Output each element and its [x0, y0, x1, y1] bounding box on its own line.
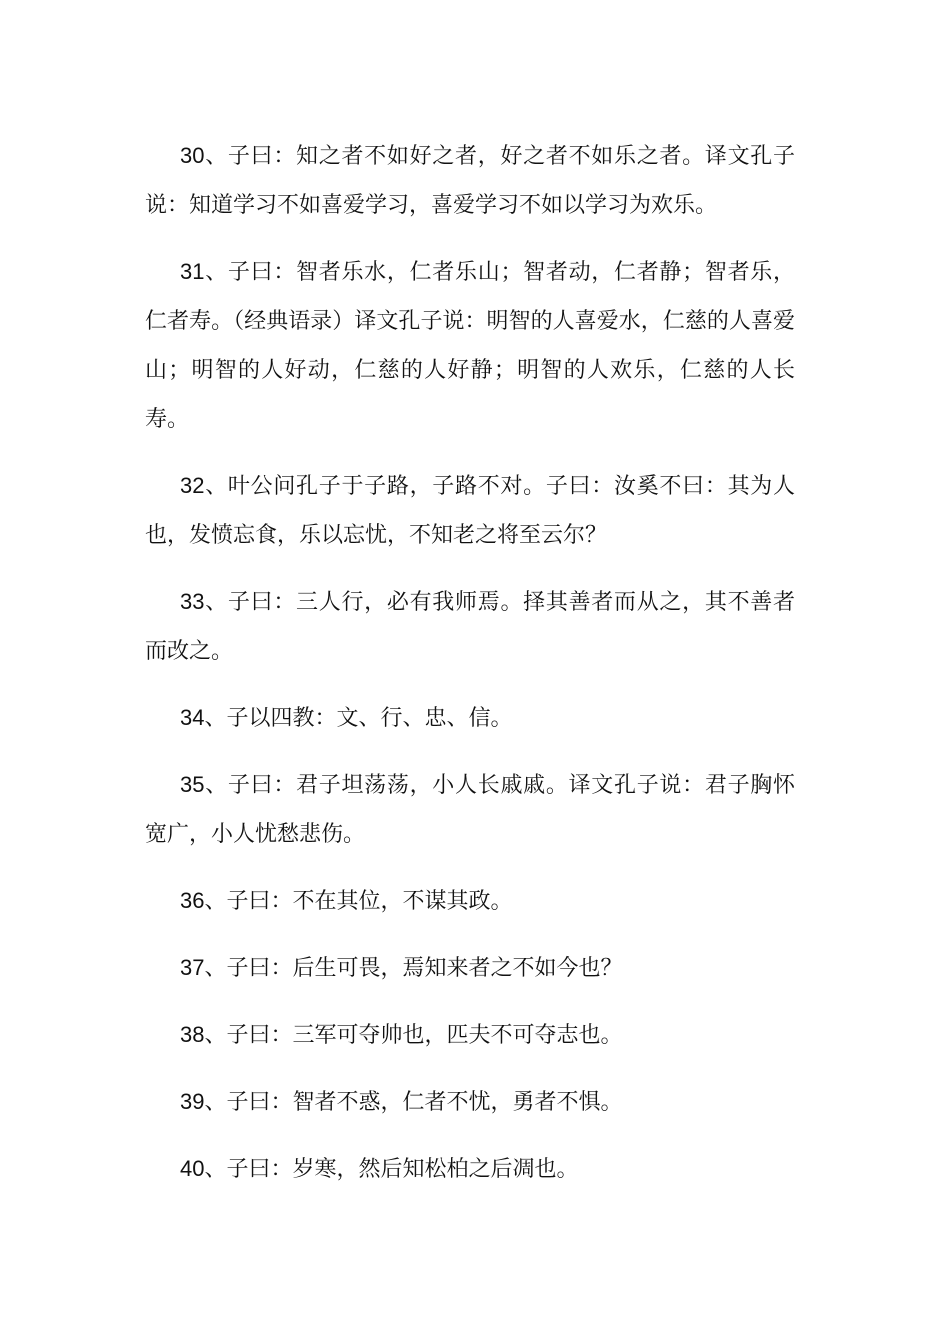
paragraph-text: 、子曰：君子坦荡荡，小人长戚戚。译文孔子说：君子胸怀宽广，小人忧愁悲伤。	[145, 773, 795, 847]
paragraph-number: 36	[180, 888, 205, 913]
document-body	[145, 131, 795, 1211]
paragraph-text: 、子曰：三军可夺帅也，匹夫不可夺志也。	[204, 1023, 623, 1048]
paragraph-36	[145, 876, 795, 926]
paragraph-number: 35	[180, 772, 205, 797]
paragraph-text: 、子曰：智者乐水，仁者乐山；智者动，仁者静；智者乐，仁者寿。（经典语录）译文孔子说：明智的人喜爱水，仁慈的人喜爱山；明智的人好动，仁慈的人好静；明智的人欢乐，仁慈的人长寿。	[145, 260, 795, 432]
paragraph-text: 、子曰：知之者不如好之者，好之者不如乐之者。译文孔子说：知道学习不如喜爱学习，喜爱学习不如以学习为欢乐。	[145, 144, 795, 218]
paragraph-30	[145, 131, 795, 230]
paragraph-number: 39	[180, 1089, 205, 1114]
paragraph-text: 、子曰：智者不惑，仁者不忧，勇者不惧。	[204, 1090, 623, 1115]
paragraph-text: 、子曰：岁寒，然后知松柏之后凋也。	[204, 1157, 579, 1182]
paragraph-text: 、子以四教：文、行、忠、信。	[204, 706, 513, 731]
paragraph-text: 、子曰：后生可畏，焉知来者之不如今也？	[204, 956, 623, 981]
paragraph-39	[145, 1077, 795, 1127]
paragraph-31	[145, 247, 795, 444]
paragraph-32	[145, 461, 795, 560]
paragraph-number: 30	[180, 143, 205, 168]
paragraph-number: 32	[180, 473, 205, 498]
paragraph-37	[145, 943, 795, 993]
paragraph-text: 、子曰：不在其位，不谋其政。	[204, 889, 513, 914]
paragraph-38	[145, 1010, 795, 1060]
paragraph-34	[145, 693, 795, 743]
paragraph-33	[145, 577, 795, 676]
paragraph-text: 、叶公问孔子于子路，子路不对。子曰：汝奚不曰：其为人也，发愤忘食，乐以忘忧，不知老之将至云尔？	[145, 474, 795, 548]
paragraph-40	[145, 1144, 795, 1194]
paragraph-35	[145, 760, 795, 859]
paragraph-number: 31	[180, 259, 205, 284]
paragraph-number: 33	[180, 589, 205, 614]
paragraph-number: 38	[180, 1022, 205, 1047]
paragraph-text: 、子曰：三人行，必有我师焉。择其善者而从之，其不善者而改之。	[145, 590, 795, 664]
paragraph-number: 34	[180, 705, 205, 730]
paragraph-number: 40	[180, 1156, 205, 1181]
paragraph-number: 37	[180, 955, 205, 980]
